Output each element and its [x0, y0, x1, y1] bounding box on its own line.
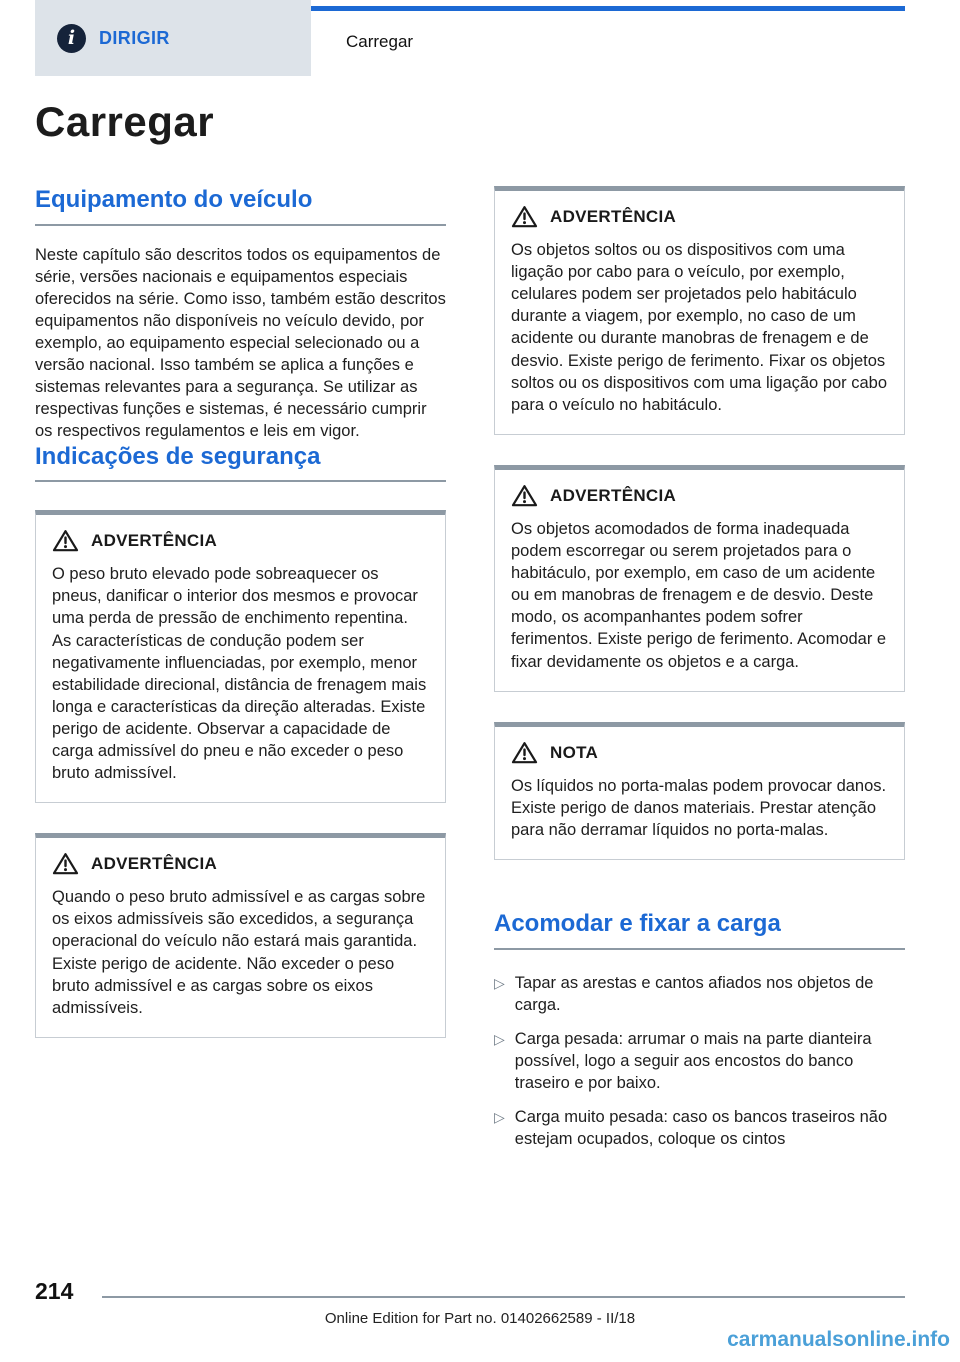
- warning-box-3: [494, 186, 905, 435]
- bullet-text: Tapar as arestas e cantos afiados nos objetos de carga.: [514, 973, 874, 1014]
- warning-triangle-icon: [511, 205, 538, 229]
- warning-text: Os objetos acomodados de forma inadequada podem escorregar ou serem projetados para o habitáculo, por exemplo, em caso de um acidente ou em manobras de frenagem e de desvio. Deste modo, os acompanhantes podem sofrer ferimentos. Existe perigo de ferimento. Acomodar e fixar devidamente os objetos e a carga.: [511, 519, 887, 671]
- bullet-text: Carga muito pesada: caso os bancos traseiros não estejam ocupados, coloque os cintos: [514, 1108, 888, 1149]
- bullet-triangle-icon: ▷: [494, 974, 505, 991]
- warning-box-1: [35, 510, 446, 803]
- left-column: [35, 186, 446, 1150]
- list-item: [494, 972, 905, 1016]
- chapter-tab-label: DIRIGIR: [99, 27, 170, 48]
- chapter-tab: [35, 0, 311, 76]
- warning-box-header: [511, 484, 888, 508]
- edition-note: Online Edition for Part no. 01402662589 - II/18: [324, 1310, 636, 1327]
- note-box-header: [511, 741, 888, 765]
- footer-divider: [102, 1296, 905, 1298]
- bullet-triangle-icon: ▷: [494, 1030, 505, 1047]
- warning-text: O peso bruto elevado pode sobreaquecer os pneus, danificar o interior dos mesmos e provocar uma perda de pressão de enchimento repentina. As características de condução podem ser negativamente influenciadas, por exemplo, menor estabilidade direcional, distância de frenagem mais longa e características da direção alteradas. Existe perigo de acidente. Observar a capacidade de carga admissível do pneu e não exceder o peso bruto admissível.: [52, 565, 427, 783]
- running-header-title: Carregar: [346, 32, 414, 51]
- warning-box-header: [52, 529, 429, 553]
- header-accent-line: [311, 6, 905, 11]
- warning-text: Os objetos soltos ou os dispositivos com uma ligação por cabo para o veículo, por exemplo, celulares podem ser projetados pelo habitáculo durante a viagem, por exemplo, no caso de um acidente ou durante manobras de frenagem e de desvio. Existe perigo de ferimento. Fixar os objetos soltos ou os dispositivos com uma ligação por cabo para o veículo no habitáculo.: [511, 241, 888, 414]
- warning-box-2: [35, 833, 446, 1038]
- warning-box-header: [511, 205, 888, 229]
- warning-box-header: [52, 852, 429, 876]
- bullet-text: Carga pesada: arrumar o mais na parte dianteira possível, logo a seguir aos encostos do banco traseiro e por baixo.: [514, 1029, 872, 1092]
- list-item: [494, 1106, 905, 1150]
- right-column: [494, 186, 905, 1150]
- warning-text: Quando o peso bruto admissível e as cargas sobre os eixos admissíveis são excedidos, a segurança operacional do veículo não estará mais garantida. Existe perigo de acidente. Não exceder o peso bruto admissível e as cargas sobre os eixos admissíveis.: [52, 888, 426, 1017]
- equipment-paragraph: Neste capítulo são descritos todos os equipamentos de série, versões nacionais e equipamentos especiais oferecidos na série. Como isso, também estão descritos equipamentos não disponíveis no veículo devido, por exemplo, ao equipamento especial selecionado ou a versão nacional. Isso também se aplica a funções e sistemas relevantes para a segurança. Se utilizar as respectivas funções e sistemas, é necessário cumprir os respectivos regulamentos e leis em vigor.: [35, 245, 446, 441]
- note-text: Os líquidos no porta-malas podem provocar danos. Existe perigo de danos materiais. Prestar atenção para não derramar líquidos no porta-malas.: [511, 776, 887, 839]
- warning-title: ADVERTÊNCIA: [91, 854, 218, 874]
- warning-title: ADVERTÊNCIA: [550, 207, 677, 226]
- warning-triangle-icon: [511, 741, 538, 765]
- bullet-list: [494, 972, 905, 1151]
- section-heading-safety: Indicações de segurança: [35, 443, 446, 483]
- section-heading-equipment: Equipamento do veículo: [35, 186, 446, 226]
- warning-triangle-icon: [511, 484, 538, 508]
- content-columns: [35, 186, 905, 1150]
- list-item: [494, 1028, 905, 1094]
- warning-triangle-icon: [52, 852, 79, 876]
- warning-title: ADVERTÊNCIA: [91, 531, 218, 551]
- page-number: 214: [35, 1278, 74, 1304]
- info-icon: [57, 24, 86, 53]
- note-title: NOTA: [550, 742, 599, 762]
- warning-triangle-icon: [52, 529, 79, 553]
- section-heading-stow: Acomodar e fixar a carga: [494, 910, 905, 950]
- info-icon-letter: i: [67, 27, 76, 49]
- warning-box-4: [494, 465, 905, 692]
- watermark: carmanualsonline.info: [727, 1328, 950, 1351]
- bullet-triangle-icon: ▷: [494, 1109, 505, 1126]
- note-box: [494, 722, 905, 860]
- page-title: Carregar: [35, 98, 215, 145]
- warning-title: ADVERTÊNCIA: [550, 485, 677, 505]
